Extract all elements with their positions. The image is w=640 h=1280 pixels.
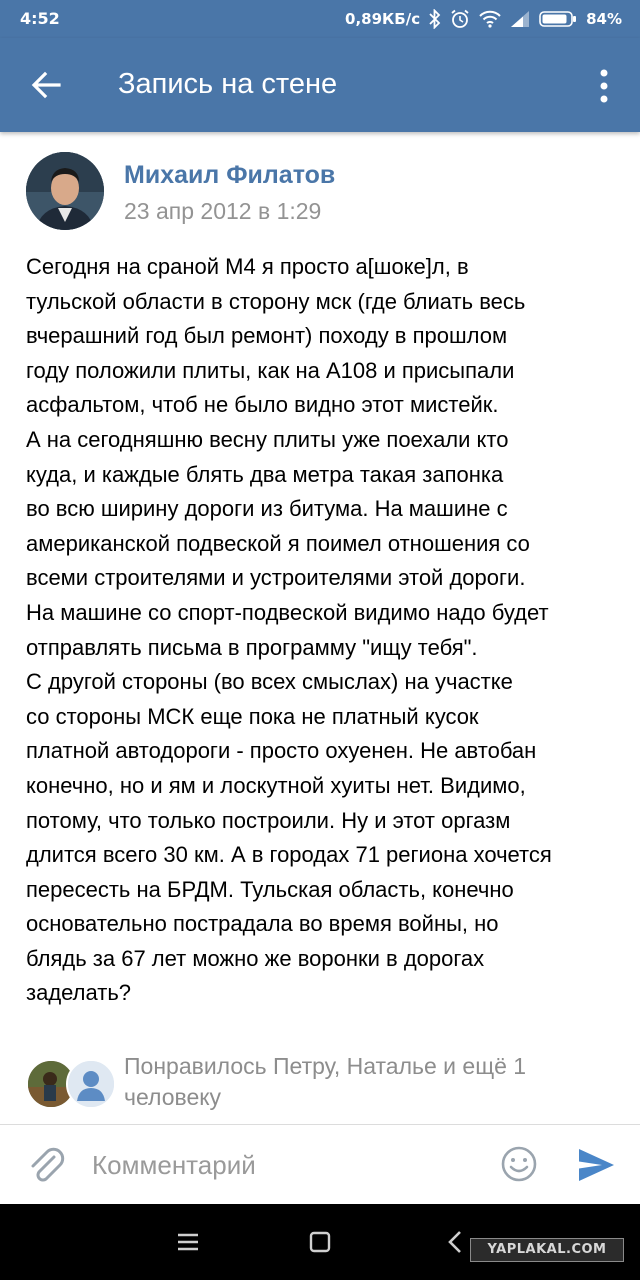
arrow-back-icon[interactable] (26, 64, 68, 106)
post-text-line: А на сегодняшню весну плиты уже поехали кто (26, 426, 509, 452)
user-placeholder-icon (66, 1059, 116, 1109)
post-text-line: американской подвеской я поимел отношения со (26, 530, 530, 556)
post-text-line: отправлять письма в программу "ищу тебя". (26, 634, 478, 660)
author-name[interactable]: Михаил Филатов (124, 161, 336, 189)
author-avatar[interactable] (26, 152, 104, 230)
post-text-line: С другой стороны (во всех смыслах) на участке (26, 669, 513, 695)
post-text-line: заделать? (26, 980, 132, 1006)
back-icon[interactable] (440, 1226, 472, 1258)
post-text-line: году положили плиты, как на А108 и присыпали (26, 357, 515, 383)
post-text-line: со стороны МСК еще пока не платный кусок (26, 703, 479, 729)
post-text-line: Сегодня на сраной М4 я просто а[шоке]л, в (26, 254, 469, 279)
page-title: Запись на стене (118, 68, 338, 100)
battery-icon (539, 10, 577, 28)
post-text-line: На машине со спорт-подвеской видимо надо будет (26, 599, 549, 625)
comment-input[interactable] (92, 1143, 482, 1187)
paperclip-icon[interactable] (24, 1143, 68, 1187)
post-text-line: вчерашний год был ремонт) походу в прошлом (26, 323, 508, 349)
post-date: 23 апр 2012 в 1:29 (124, 198, 322, 224)
status-icons (345, 7, 622, 31)
status-bar (0, 0, 640, 38)
likes-avatars[interactable] (26, 1059, 116, 1107)
post-text (26, 250, 626, 1011)
signal-icon (510, 10, 530, 28)
post-text-line: длится всего 30 км. А в городах 71 региона хочется (26, 842, 552, 868)
app-bar (0, 38, 640, 132)
post-text-line: основательно пострадала во время войны, но (26, 911, 499, 937)
post-text-line: асфальтом, чтоб не было видно этот мистейк. (26, 392, 499, 418)
post-text-line: во всю ширину дороги из битума. На машине с (26, 496, 508, 522)
post-text-line: конечно, но и ям и лоскутной хуиты нет. Видимо, (26, 772, 526, 798)
bluetooth-icon (429, 9, 441, 29)
home-icon[interactable] (304, 1226, 336, 1258)
battery-level: 84% (586, 10, 622, 28)
menu-icon[interactable] (172, 1228, 204, 1256)
send-icon[interactable] (574, 1143, 618, 1187)
watermark: YAPLAKAL.COM (470, 1238, 624, 1262)
post-text-line: платной автодороги - просто охуенен. Не автобан (26, 738, 537, 764)
alarm-icon (450, 9, 470, 29)
more-vertical-icon[interactable] (586, 66, 622, 106)
post-text-line: всеми строителями и устроителями этой дороги. (26, 565, 526, 591)
smiley-icon[interactable] (498, 1143, 540, 1185)
status-time: 4:52 (20, 9, 60, 28)
post-text-line: потому, что только построили. Ну и этот оргазм (26, 807, 511, 833)
wifi-icon (479, 10, 501, 28)
comment-bar (0, 1124, 640, 1205)
post-text-line: куда, и каждые блять два метра такая запонка (26, 461, 504, 487)
likes-text[interactable]: Понравилось Петру, Наталье и ещё 1 человеку (124, 1053, 527, 1110)
post-text-line: тульской области в сторону мск (где блиать весь (26, 288, 526, 314)
network-speed: 0,89КБ/с (345, 10, 421, 28)
post-text-line: блядь за 67 лет можно же воронки в дорогах (26, 945, 485, 971)
post-text-line: пересесть на БРДМ. Тульская область, конечно (26, 876, 514, 902)
